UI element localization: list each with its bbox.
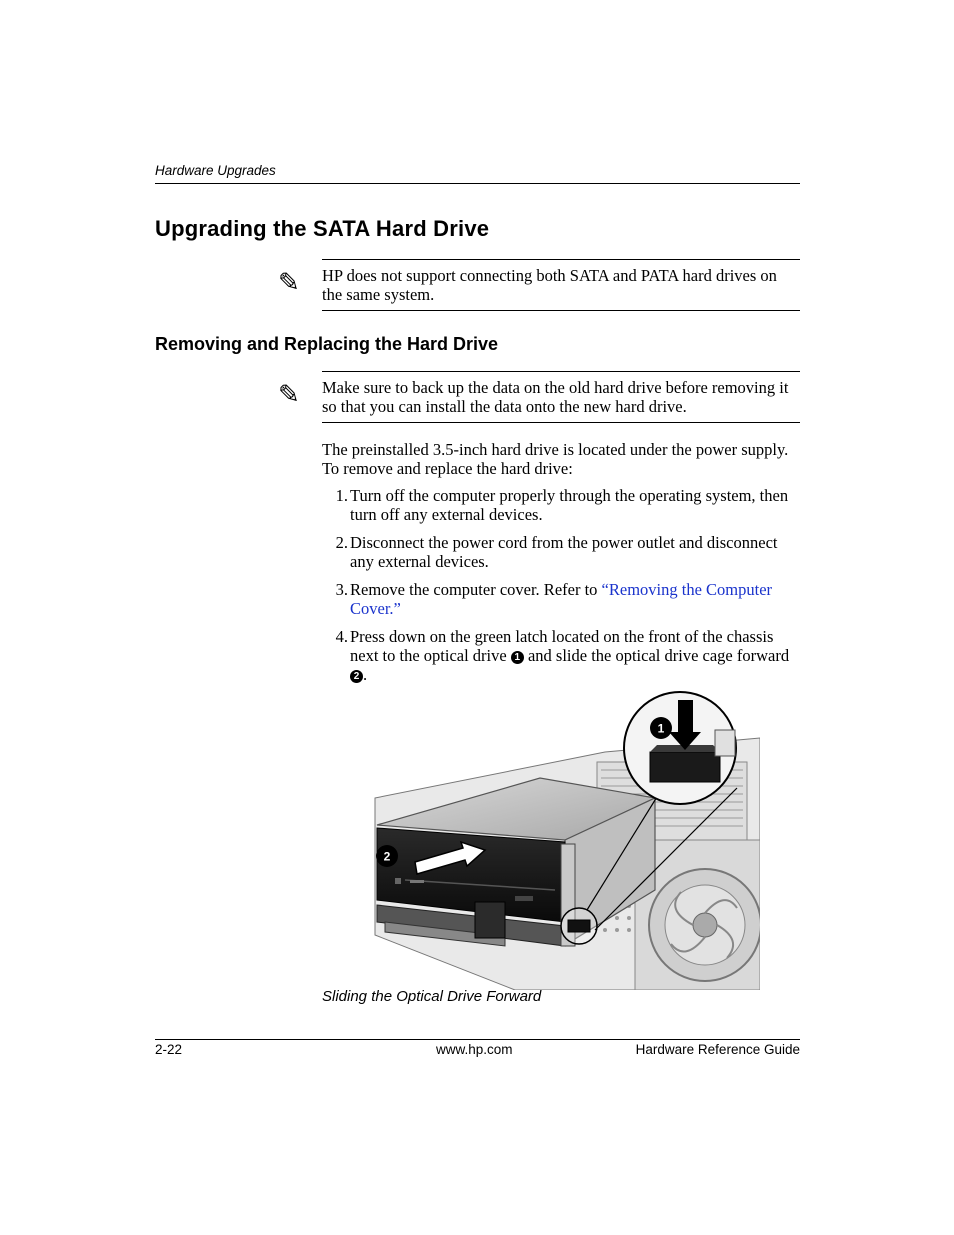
note2-top-rule: [322, 371, 800, 372]
step-number: 3.: [335, 580, 348, 599]
header-rule: [155, 183, 800, 184]
step-text: [350, 627, 800, 684]
step-text-part: .: [363, 665, 368, 684]
list-item: [322, 486, 800, 526]
removing-cover-link[interactable]: “Removing the Computer Cover.”: [350, 580, 773, 618]
callout-2-label: 2: [383, 849, 391, 864]
footer-rule: [155, 1039, 800, 1040]
step-number: 2.: [335, 533, 348, 552]
page-number: 2-22: [155, 1042, 183, 1057]
section-subtitle: Removing and Replacing the Hard Drive: [155, 334, 499, 354]
list-item: [322, 627, 800, 687]
step-text-part: Press down on the green latch located on the front of the chassis next to the optical drive: [350, 627, 774, 665]
step-text: [350, 580, 800, 618]
note2-text: Make sure to back up the data on the old hard drive before removing it so that you can install the data onto the new hard drive.: [322, 378, 789, 416]
note1-bottom-rule: [322, 310, 800, 311]
pencil-note-icon: ✎: [278, 268, 300, 297]
step-text: Turn off the computer properly through the operating system, then turn off any external devices.: [350, 486, 789, 524]
figure-caption: Sliding the Optical Drive Forward: [322, 988, 542, 1005]
note1-text: HP does not support connecting both SATA and PATA hard drives on the same system.: [322, 266, 777, 304]
list-item: [322, 533, 800, 573]
pencil-note-icon: ✎: [278, 380, 300, 409]
callout-marker-2: 2: [350, 670, 363, 683]
step-text-part: and slide the optical drive cage forward: [523, 646, 790, 665]
note2-bottom-rule: [322, 422, 800, 423]
footer-guide-title: Hardware Reference Guide: [635, 1042, 800, 1057]
step-number: 1.: [335, 486, 348, 505]
list-item: [322, 580, 800, 620]
step-number: 4.: [335, 627, 348, 646]
optical-drive-figure: [365, 690, 760, 990]
callout-1-label: 1: [657, 721, 665, 736]
step-text: Disconnect the power cord from the power outlet and disconnect any external devices.: [350, 533, 778, 571]
intro-paragraph: The preinstalled 3.5-inch hard drive is located under the power supply. To remove and replace the hard drive:: [322, 440, 789, 478]
step-text-before-link: Remove the computer cover. Refer to: [350, 580, 602, 599]
footer-url: www.hp.com: [436, 1042, 513, 1057]
running-header: Hardware Upgrades: [155, 163, 276, 178]
note1-top-rule: [322, 259, 800, 260]
optical-drive-illustration: [365, 690, 760, 990]
callout-marker-1: 1: [511, 651, 524, 664]
page-title: Upgrading the SATA Hard Drive: [155, 216, 490, 241]
